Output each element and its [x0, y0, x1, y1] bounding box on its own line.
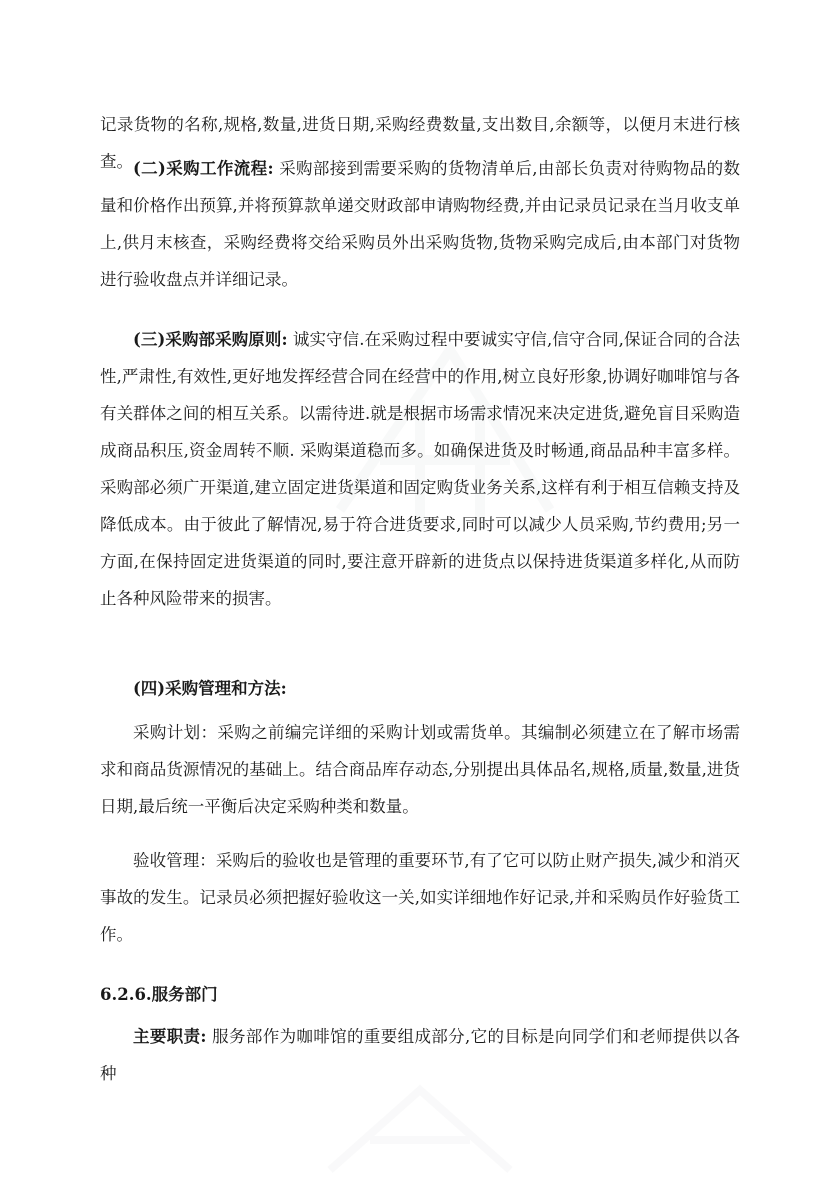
paragraph-text: 记录货物的名称,规格,数量,进货日期,采购经费数量,支出数目,余额等，以便月末进行核查。	[100, 115, 740, 171]
section-title	[100, 976, 740, 1013]
paragraph-main-duties	[100, 1018, 740, 1092]
paragraph-heading: (二)采购工作流程:	[133, 159, 274, 178]
paragraph-text: 服务部作为咖啡馆的重要组成部分,它的目标是向同学们和老师提供以各种	[100, 1027, 740, 1083]
paragraph-heading: 主要职责:	[133, 1027, 207, 1046]
section-title-text: 6.2.6.服务部门	[100, 985, 218, 1004]
paragraph-procurement-plan	[100, 714, 740, 825]
paragraph-heading: (四)采购管理和方法:	[133, 679, 287, 698]
paragraph-procurement-principles	[100, 321, 740, 617]
paragraph-heading: (三)采购部采购原则:	[133, 330, 288, 349]
paragraph-text: 采购部接到需要采购的货物清单后,由部长负责对待购物品的数量和价格作出预算,并将预算款单递交财政部申请购物经费,并由记录员记录在当月收支单上,供月末核查，采购经费将交给采购员外出采购货物,货物采购完成后,由本部门对货物进行验收盘点并详细记录。	[100, 159, 740, 289]
paragraph-procurement-workflow	[100, 150, 740, 298]
paragraph-text: 诚实守信.在采购过程中要诚实守信,信守合同,保证合同的合法性,严肃性,有效性,更好地发挥经营合同在经营中的作用,树立良好形象,协调好咖啡馆与各有关群体之间的相互关系。以需待进.就是根据市场需求情况来决定进货,避免盲目采购造成商品积压,资金周转不顺. 采购渠道稳而多。如确保进货及时畅通,商品品种丰富多样。采购部必须广开渠道,建立固定进货渠道和固定购货业务关系,这样有利于相互信赖支持及降低成本。由于彼此了解情况,易于符合进货要求,同时可以减少人员采购,节约费用;另一方面,在保持固定进货渠道的同时,要注意开辟新的进货点以保持进货渠道多样化,从而防止各种风险带来的损害。	[100, 330, 740, 608]
paragraph-text: 验收管理：采购后的验收也是管理的重要环节,有了它可以防止财产损失,减少和消灭事故的发生。记录员必须把握好验收这一关,如实详细地作好记录,并和采购员作好验货工作。	[100, 851, 740, 944]
watermark-logo-bottom	[310, 1080, 530, 1180]
paragraph-acceptance-management	[100, 842, 740, 953]
paragraph-management-methods	[100, 670, 740, 707]
paragraph-text: 采购计划：采购之前编完详细的采购计划或需货单。其编制必须建立在了解市场需求和商品货源情况的基础上。结合商品库存动态,分别提出具体品名,规格,质量,数量,进货日期,最后统一平衡后决定采购种类和数量。	[100, 723, 740, 816]
